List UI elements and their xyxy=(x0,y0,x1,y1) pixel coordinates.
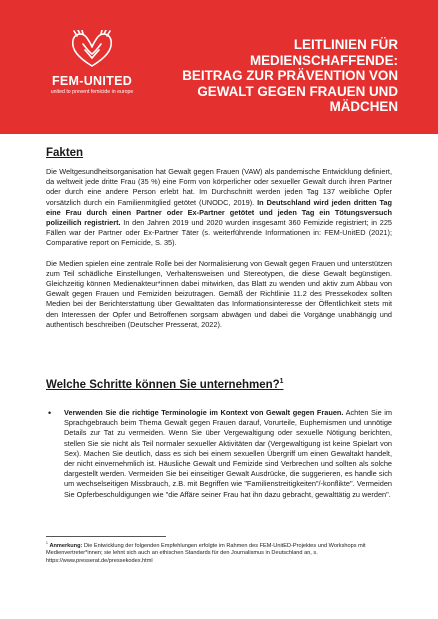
title-line: GEWALT GEGEN FRAUEN UND xyxy=(197,83,398,99)
header-banner xyxy=(0,0,438,134)
title-line: MÄDCHEN xyxy=(329,99,398,115)
facts-text: Die Weltgesundheitsorganisation hat Gewalt gegen Frauen (VAW) als pandemische Entwicklung definiert, da weltweit jede dritte Frau (35 %) eine Form von körperlicher oder sexueller Gewalt durch ihren Partner oder durch eine andere Person erlebt hat. Im Durchschnitt werden jeden Tag 137 weibliche Opfer vorsätzlich durch ein Familienmitglied getötet (UNODC, 2019). xyxy=(46,167,392,207)
footnote-divider xyxy=(46,536,166,537)
steps-heading-wrap xyxy=(46,378,392,391)
footnote-marker: 1 xyxy=(46,541,48,545)
footnote-text: Die Entwicklung der folgenden Empfehlungen erfolgte im Rahmen des FEM-UnitED-Projektes und Workshops mit Medienvertreter*innen; sie lehnt sich auch an ethischen Standards für den Journalismus in Deutschland an, s. https://www.presserat.de/pressekodex.html xyxy=(46,542,366,565)
list-item xyxy=(46,408,392,500)
facts-heading: Fakten xyxy=(46,147,84,159)
steps-heading xyxy=(46,378,392,391)
facts-highlight: In Deutschland wird jeden dritten Tag eine Frau durch einen Partner oder Ex-Partner getötet und jeden Tag ein Tötungsversuch polizeilich registriert. xyxy=(46,197,393,228)
footnote-ref[interactable]: 1 xyxy=(279,378,284,385)
steps-heading-text: Welche Schritte können Sie unternehmen? xyxy=(46,378,280,391)
facts-paragraph-1 xyxy=(46,167,392,249)
facts-section xyxy=(46,147,392,330)
fem-united-logo xyxy=(47,30,137,95)
hands-heart-icon xyxy=(65,30,119,72)
bullet-lead: Verwenden Sie die richtige Terminologie im Kontext von Gewalt gegen Frauen. xyxy=(64,408,344,417)
facts-paragraph-2: Die Medien spielen eine zentrale Rolle bei der Normalisierung von Gewalt gegen Frauen und unterstützen zum Teil schädliche Einstellungen, Verhaltensweisen und Stereotypen, die diese Gewalt begünstigen. Gleichzeitig können Medienakteur*innen dabei mitwirken, das Blatt zu wenden und aktiv zum Abbau von Gewalt gegen Frauen und Femiziden beizutragen. Gemäß der Richtlinie 11.2 des Pressekodex sollten Medien bei der Berichterstattung über Gewalttaten das Informationsinteresse der Öffentlichkeit stets mit den Interessen der Opfer und Betroffenen sorgsam abwägen und dabei die Vorgänge unabhängig und authentisch beschreiben (Deutscher Presserat, 2022). xyxy=(46,258,392,329)
bullet-body: Achten Sie im Sprachgebrauch beim Thema Gewalt gegen Frauen darauf, Vorurteile, Euphemismen und unnötige Details zur Tat zu vermeiden. Wenn Sie über Vergewaltigung oder sexuelle Nötigung berichten, stellen Sie sie nicht als Teil normaler sexueller Aktivitäten dar (Vergewaltigung ist keine Spielart von Sex). Machen Sie deutlich, dass es sich bei einem sexuellen Übergriff um einen Gewaltakt handelt, der nicht einvernehmlich ist. Häusliche Gewalt und Femizide sind Verbrechen und sollten als solche dargestellt werden. Vermeiden Sie bei einseitiger Gewalt Ausdrücke, die suggerieren, es handle sich um wechselseitigen Missbrauch, z.B. mit Begriffen wie "Familienstreitigkeiten"/-konflikte". Vermeiden Sie Opferbeschuldigungen wie "die Affäre seiner Frau hat ihn dazu gebracht, gewalttätig zu werden". xyxy=(64,408,392,499)
brand-name: FEM-UNITED xyxy=(51,74,133,88)
footnote xyxy=(46,540,392,566)
bullet-icon: • xyxy=(48,408,52,418)
title-line: LEITLINIEN FÜR xyxy=(293,37,398,52)
title-line: BEITRAG ZUR PRÄVENTION VON xyxy=(182,68,398,84)
page-title xyxy=(158,37,398,115)
facts-text: In den Jahren 2019 und 2020 wurden insgesamt 360 Femizide registriert; in 225 Fällen war der Partner oder Ex-Partner Täter (s. weiterführende Informationen in: FEM-UnitED (2021); Comparative report on Femicide, S. 35). xyxy=(46,218,392,248)
bullet-text xyxy=(64,408,392,500)
title-line: MEDIENSCHAFFENDE: xyxy=(249,52,398,68)
brand-tagline: united to prevent femicide in europe xyxy=(50,89,134,95)
footnote-label: Anmerkung: xyxy=(49,542,83,549)
